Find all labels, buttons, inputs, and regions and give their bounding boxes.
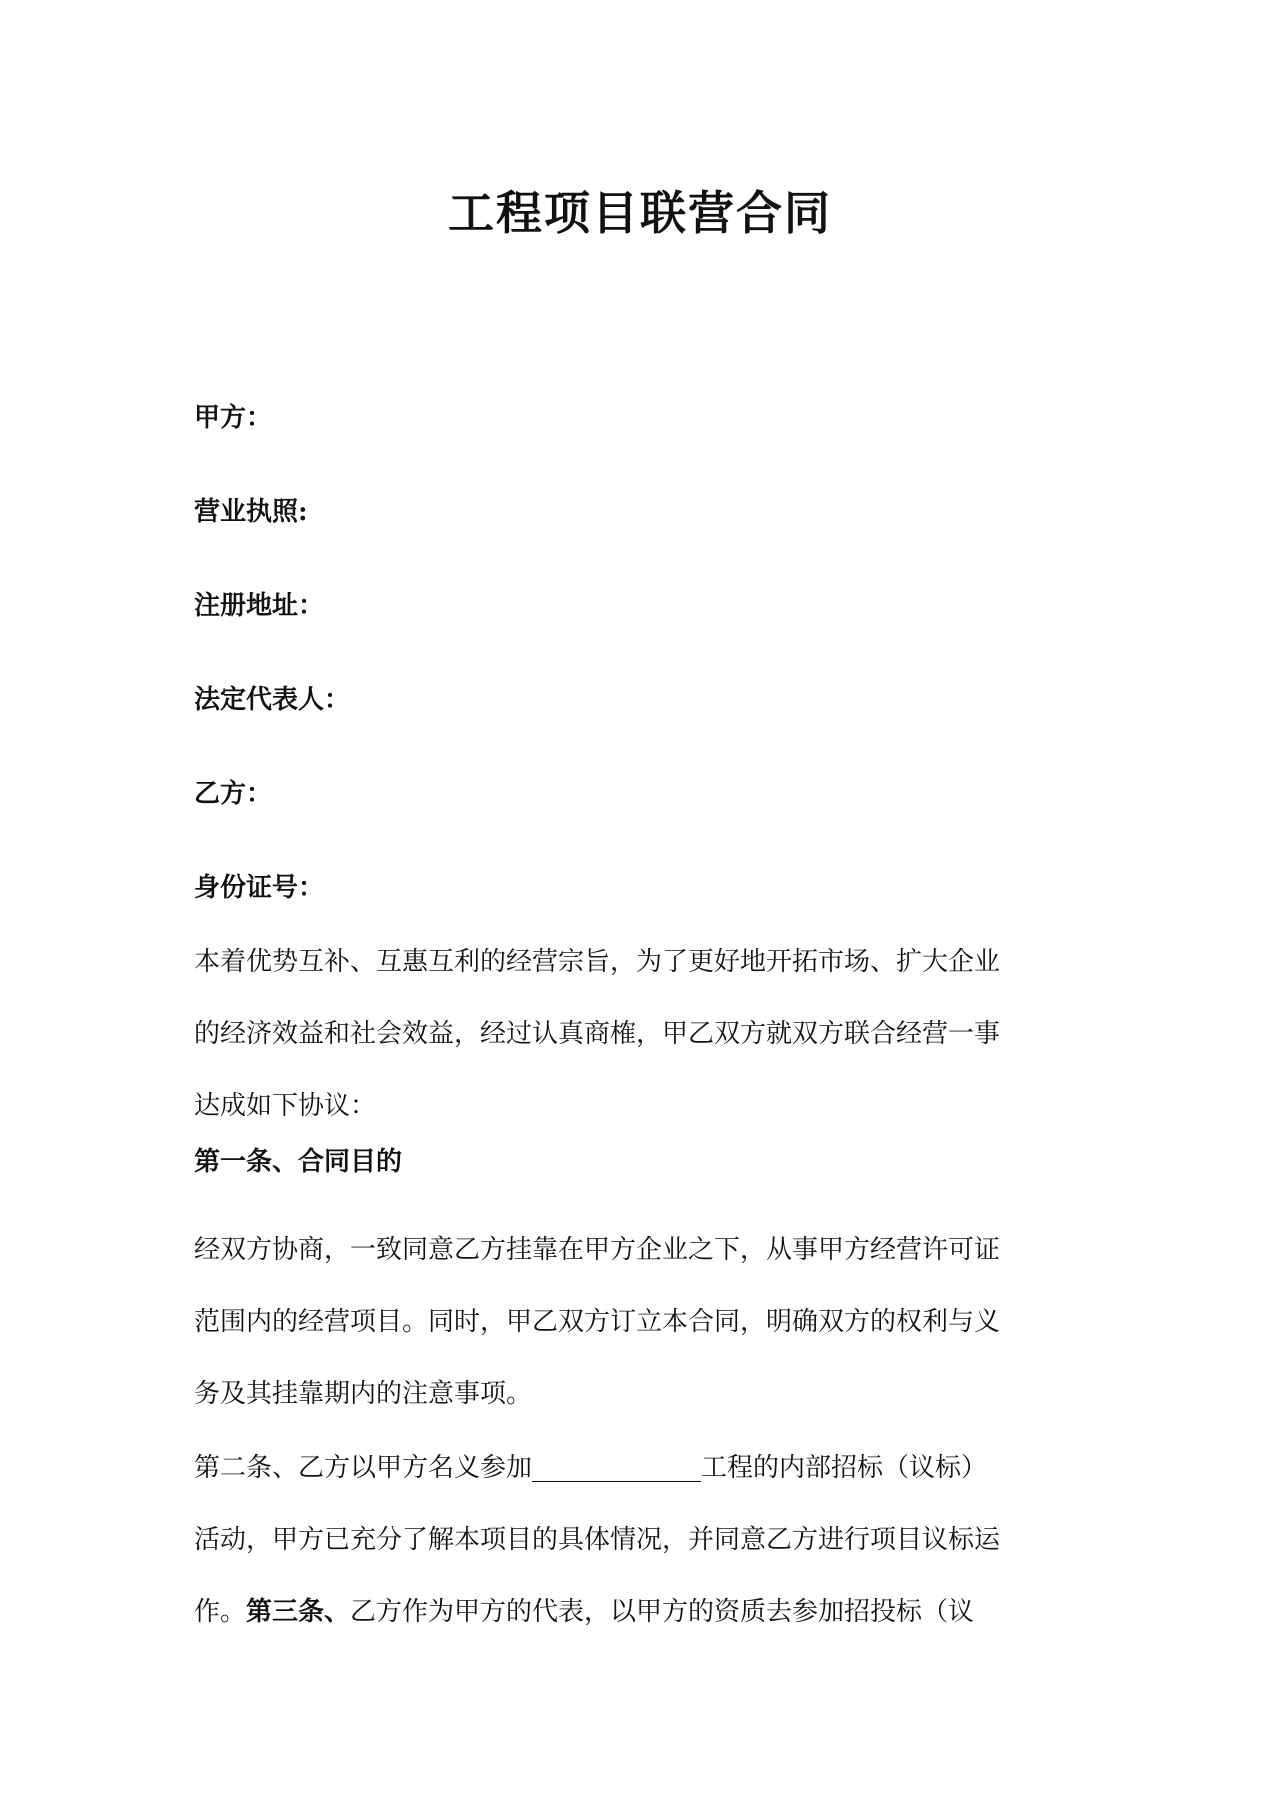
registered-address-label: 注册地址：	[194, 591, 325, 621]
intro-paragraph	[194, 926, 1074, 1142]
article-3-text: 乙方作为甲方的代表，以甲方的资质去参加招投标（议	[350, 1597, 975, 1627]
legal-representative-label: 法定代表人：	[194, 685, 351, 715]
intro-line: 达成如下协议：	[194, 1091, 377, 1121]
article-1-line: 务及其挂靠期内的注意事项。	[194, 1379, 533, 1409]
article-2-line-3	[194, 1576, 1074, 1648]
article-1-line: 范围内的经营项目。同时，甲乙双方订立本合同，明确双方的权利与义	[194, 1307, 1001, 1337]
business-license-label: 营业执照:	[194, 497, 308, 527]
article-2-paragraph	[194, 1432, 1074, 1648]
article-2-line: 第二条、乙方以甲方名义参加_____________工程的内部招标（议标）	[194, 1453, 988, 1483]
article-1-line: 经双方协商，一致同意乙方挂靠在甲方企业之下，从事甲方经营许可证	[194, 1235, 1001, 1265]
document-title: 工程项目联营合同	[448, 186, 832, 240]
party-b-label: 乙方：	[194, 779, 273, 809]
article-1-paragraph	[194, 1214, 1074, 1430]
article-3-label: 第三条、	[246, 1597, 351, 1627]
intro-line: 的经济效益和社会效益，经过认真商榷，甲乙双方就双方联合经营一事	[194, 1019, 1001, 1049]
party-a-label: 甲方：	[194, 403, 273, 433]
intro-line: 本着优势互补、互惠互利的经营宗旨，为了更好地开拓市场、扩大企业	[194, 947, 1001, 977]
article-2-line-start: 作。	[194, 1597, 247, 1627]
id-number-label: 身份证号：	[194, 873, 325, 903]
article-2-line: 活动，甲方已充分了解本项目的具体情况，并同意乙方进行项目议标运	[194, 1525, 1001, 1555]
article-1-heading: 第一条、合同目的	[194, 1147, 403, 1177]
